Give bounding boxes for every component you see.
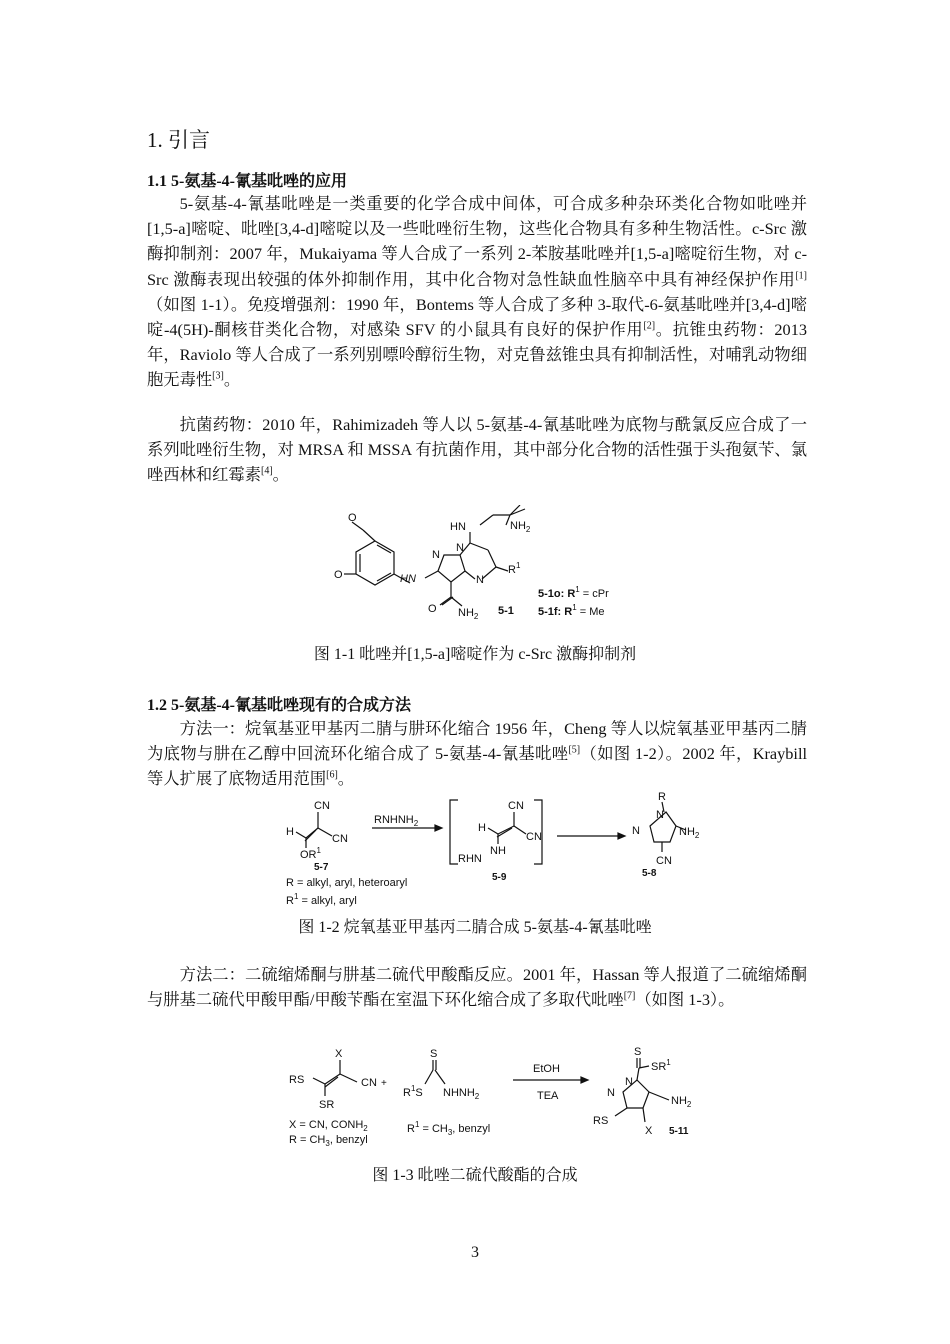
paragraph-1-1-b: 抗菌药物：2010 年，Rahimizadeh 等人以 5-氨基-4-氰基吡唑为底物与酰氯反应合成了一系列吡唑衍生物，对 MRSA 和 MSSA 有抗菌作用，其中部分化合物的活性强于头孢氨苄、氯唑西林和红霉素[4]。 bbox=[147, 415, 807, 485]
fig3-s-product: S bbox=[634, 1046, 642, 1058]
fig2-cn5: CN bbox=[656, 855, 672, 867]
fig1-o-carbonyl: O bbox=[428, 603, 437, 615]
fig2-cn2: CN bbox=[332, 833, 348, 845]
fig2-compound-5-7: 5-7 bbox=[314, 862, 329, 873]
citation-6: [6] bbox=[326, 769, 338, 781]
paragraph-1-1-a: 5-氨基-4-氰基吡唑是一类重要的化学合成中间体，可合成多种杂环类化合物如吡唑并[1,5-a]嘧啶、吡唑[3,4-d]嘧啶以及一些吡唑衍生物，这些化合物具有多种生物活性。c-Src 激酶抑制剂：2007 年，Mukaiyama 等人合成了一系列 2-苯胺基吡唑并[1,5-a]嘧啶衍生物，对 c-Src 激酶表现出较强的体外抑制作用，其中化合物对急性缺血性脑卒中具有神经保护作用[1]（如图 1-1）。免疫增强剂：1990 年，Bontems 等人合成了多种 3-取代-6-氨基吡唑并[3,4-d]嘧啶-4(5H)-酮核苷类化合物，对感染 SFV 的小鼠具有良好的保护作用[2]。抗锥虫药物：2013 年，Raviolo 等人合成了一系列别嘌呤醇衍生物，对克鲁兹锥虫具有抑制活性，对哺乳动物细胞无毒性[3]。 bbox=[147, 194, 807, 390]
citation-3: [3] bbox=[212, 371, 224, 382]
paragraph-1-2-a: 方法一：烷氧基亚甲基丙二腈与肼环化缩合 1956 年，Cheng 等人以烷氧基亚甲基丙二腈为底物与肼在乙醇中回流环化缩合成了 5-氨基-4-氰基吡唑[5]（如图 1-2）。2002 年，Kraybill 等人扩展了底物适用范围[6]。 bbox=[147, 719, 807, 789]
fig3-n-p1: N bbox=[625, 1076, 633, 1088]
fig1-hn-top: HN bbox=[450, 521, 466, 533]
fig2-r-top: R bbox=[658, 791, 666, 803]
fig3-compound-5-11: 5-11 bbox=[669, 1126, 689, 1137]
fig1-o-top: O bbox=[348, 512, 357, 524]
fig3-n-p2: N bbox=[607, 1087, 615, 1099]
fig3-r1s: $R^1S$ bbox=[403, 1084, 423, 1099]
fig3-nhnh2: $NHNH_2$ bbox=[443, 1087, 480, 1101]
fig1-r1: $R^1$ bbox=[508, 561, 521, 576]
fig3-x-bottom: X bbox=[645, 1125, 653, 1137]
citation-4: [4] bbox=[260, 465, 273, 477]
fig3-rs1: RS bbox=[289, 1074, 305, 1086]
figure-1-3-scheme bbox=[285, 1040, 705, 1148]
fig1-n1: N bbox=[432, 549, 440, 561]
fig3-s-top: S bbox=[430, 1048, 438, 1060]
fig1-legend-1: 5-1o: $R^1$ = cPr bbox=[538, 585, 609, 600]
fig2-rhn: RHN bbox=[458, 853, 482, 865]
citation-7: [7] bbox=[623, 990, 636, 1002]
subsection-heading-1-2: 1.2 5-氨基-4-氰基吡唑现有的合成方法 bbox=[147, 697, 411, 714]
fig2-compound-5-9: 5-9 bbox=[492, 872, 507, 883]
figure-1-2-caption: 图 1-2 烷氧基亚甲基丙二腈合成 5-氨基-4-氰基吡唑 bbox=[298, 919, 652, 936]
page-number: 3 bbox=[471, 1244, 479, 1261]
paragraph-1-2-b: 方法二：二硫缩烯酮与肼基二硫代甲酸酯反应。2001 年，Hassan 等人报道了二硫缩烯酮与肼基二硫代甲酸甲酯/甲酸苄酯在室温下环化缩合成了多取代吡唑[7]（如图 1-3）。 bbox=[147, 965, 807, 1010]
fig3-rs2: RS bbox=[593, 1115, 609, 1127]
fig2-cn4: CN bbox=[526, 831, 542, 843]
fig1-compound-label: 5-1 bbox=[498, 605, 514, 617]
fig1-nh2-amide: $NH_2$ bbox=[458, 607, 479, 621]
fig3-note-r: $R = CH_3$, benzyl bbox=[289, 1134, 368, 1148]
fig2-compound-5-8: 5-8 bbox=[642, 868, 657, 879]
fig1-hn-left: HN bbox=[400, 573, 416, 585]
fig3-note-r1: $R^1 = CH_3$, benzyl bbox=[407, 1120, 491, 1137]
fig3-plus: + bbox=[381, 1078, 387, 1089]
fig3-note-x: X = CN, $CONH_2$ bbox=[289, 1119, 368, 1133]
fig2-cn3: CN bbox=[508, 800, 524, 812]
fig3-nh2: $NH_2$ bbox=[671, 1095, 692, 1109]
fig2-n-b: N bbox=[632, 825, 640, 837]
fig1-legend-2: 5-1f: $R^1 = Me$ bbox=[538, 603, 605, 618]
fig3-x-top: X bbox=[335, 1048, 343, 1060]
citation-1: [1] bbox=[795, 270, 807, 282]
fig2-h1: H bbox=[286, 826, 294, 838]
figure-1-2-scheme bbox=[280, 790, 710, 908]
fig2-nh: NH bbox=[490, 845, 506, 857]
fig1-o-bottom: O bbox=[334, 569, 343, 581]
fig2-note-r1: $R^1$ = alkyl, aryl bbox=[286, 892, 357, 907]
fig3-cn: CN bbox=[361, 1077, 377, 1089]
fig1-n3: N bbox=[476, 574, 484, 586]
fig1-nh2-top: $NH_2$ bbox=[510, 520, 531, 534]
fig3-sr: SR bbox=[319, 1099, 335, 1111]
citation-2: [2] bbox=[643, 320, 656, 332]
citation-5: [5] bbox=[568, 744, 581, 756]
section-title: 1. 引言 bbox=[147, 128, 210, 152]
fig1-n2: N bbox=[456, 542, 464, 554]
fig3-etoh: EtOH bbox=[533, 1063, 560, 1075]
fig2-nh2: $NH_2$ bbox=[679, 826, 700, 840]
fig2-cn1: CN bbox=[314, 800, 330, 812]
fig2-n-a: N bbox=[656, 809, 664, 821]
fig2-note-r: R = alkyl, aryl, heteroaryl bbox=[286, 877, 408, 889]
fig2-h2: H bbox=[478, 822, 486, 834]
fig3-sr1: $SR^1$ bbox=[651, 1058, 671, 1073]
fig3-tea: TEA bbox=[537, 1090, 559, 1102]
fig2-or1: $OR^1$ bbox=[300, 846, 321, 861]
figure-1-1-caption: 图 1-1 吡唑并[1,5-a]嘧啶作为 c-Src 激酶抑制剂 bbox=[313, 646, 637, 663]
figure-1-3-caption: 图 1-3 吡唑二硫代酸酯的合成 bbox=[372, 1167, 578, 1184]
subsection-heading-1-1: 1.1 5-氨基-4-氰基吡唑的应用 bbox=[147, 173, 347, 190]
fig2-reagent: $RNHNH_2$ bbox=[374, 814, 419, 828]
figure-1-1-structure bbox=[320, 505, 650, 627]
